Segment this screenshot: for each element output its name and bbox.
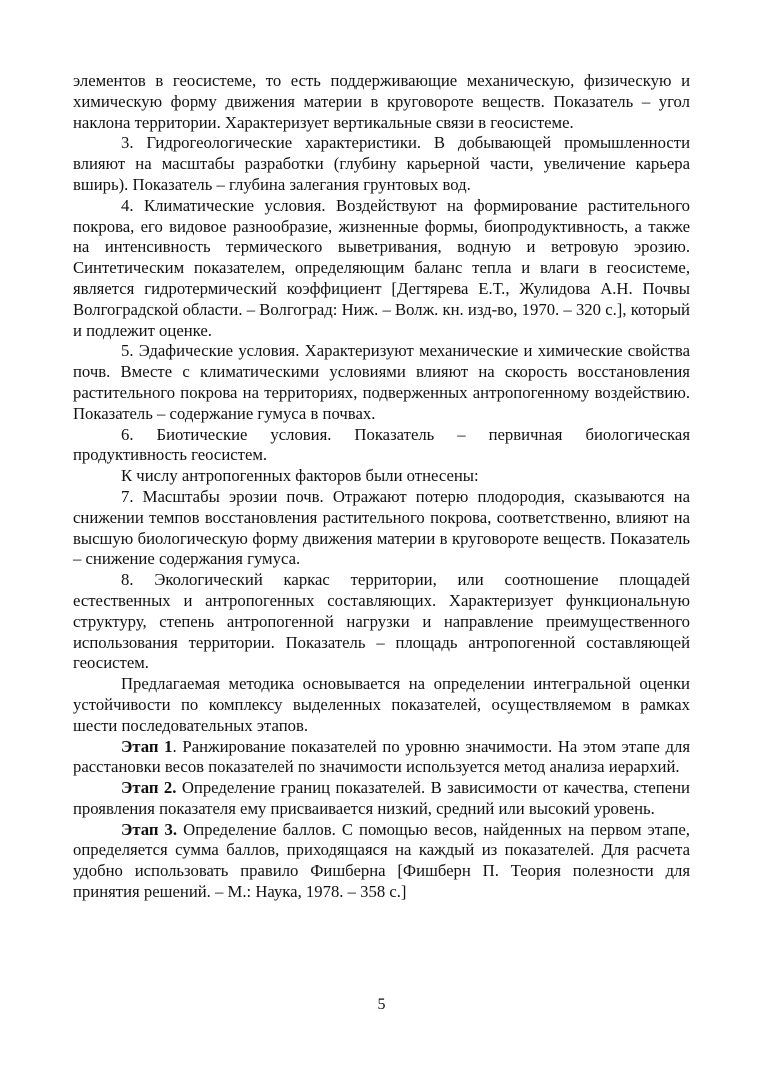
paragraph-method: Предлагаемая методика основывается на определении интегральной оценки устойчивости по комплексу выделенных показателей, осуществляемом в рамках шести последовательных этапов. — [73, 674, 690, 735]
document-page — [73, 71, 690, 903]
paragraph-hydrogeology: 3. Гидрогеологические характеристики. В добывающей промышленности влияют на масштабы разработки (глубину карьерной части, увеличение карьера вширь). Показатель – глубина залегания грунтовых вод. — [73, 133, 690, 194]
stage-1-heading: Этап 1 — [121, 736, 173, 756]
paragraph-biotic: 6. Биотические условия. Показатель – первичная биологическая продуктивность геосистем. — [73, 424, 690, 465]
paragraph-ecological-frame: 8. Экологический каркас территории, или соотношение площадей естественных и антропогенных составляющих. Характеризует функциональную структуру, степень антропогенной нагрузки и направление преимущественного использования территории. Показатель – площадь антропогенной составляющей геосистем. — [73, 570, 690, 673]
paragraph-continuation: элементов в геосистеме, то есть поддерживающие механическую, физическую и химическую форму движения материи в круговороте веществ. Показатель – угол наклона территории. Характеризует вертикальные связи в геосистеме. — [73, 71, 690, 132]
paragraph-erosion: 7. Масштабы эрозии почв. Отражают потерю плодородия, сказываются на снижении темпов восстановления растительного покрова, соответственно, влияют на высшую биологическую форму движения материи в круговороте веществ. Показатель – снижение содержания гумуса. — [73, 486, 690, 569]
paragraph-climate: 4. Климатические условия. Воздействуют на формирование растительного покрова, его видовое разнообразие, жизненные формы, биопродуктивность, а также на интенсивность термического выветривания, водную и ветровую эрозию. Синтетическим показателем, определяющим баланс тепла и влаги в геосистеме, является гидротермический коэффициент [Дегтярева Е.Т., Жулидова А.Н. Почвы Волгоградской области. – Волгоград: Ниж. – Волж. кн. изд-во, 1970. – 320 с.], который и подлежит оценке. — [73, 195, 690, 340]
page-number: 5 — [377, 996, 386, 1013]
paragraph-anthropogenic-intro: К числу антропогенных факторов были отнесены: — [121, 466, 479, 486]
paragraph-stage-1: Этап 1. Ранжирование показателей по уровню значимости. На этом этапе для расстановки весов показателей по значимости используется метод анализа иерархий. — [73, 736, 690, 777]
paragraph-stage-3: Этап 3. Определение баллов. С помощью весов, найденных на первом этапе, определяется сумма баллов, приходящаяся на каждый из показателей. Для расчета удобно использовать правило Фишберна [Фишберн П. Теория полезности для принятия решений. – М.: Наука, 1978. – 358 с.] — [73, 819, 690, 902]
paragraph-edaphic: 5. Эдафические условия. Характеризуют механические и химические свойства почв. Вместе с климатическими условиями влияют на скорость восстановления растительного покрова на территориях, подверженных антропогенному воздействию. Показатель – содержание гумуса в почвах. — [73, 341, 690, 423]
stage-3-heading: Этап 3. — [121, 819, 178, 839]
stage-2-heading: Этап 2. — [121, 778, 177, 798]
paragraph-stage-2: Этап 2. Определение границ показателей. В зависимости от качества, степени проявления показателя ему присваивается низкий, средний или высокий уровень. — [73, 778, 690, 818]
